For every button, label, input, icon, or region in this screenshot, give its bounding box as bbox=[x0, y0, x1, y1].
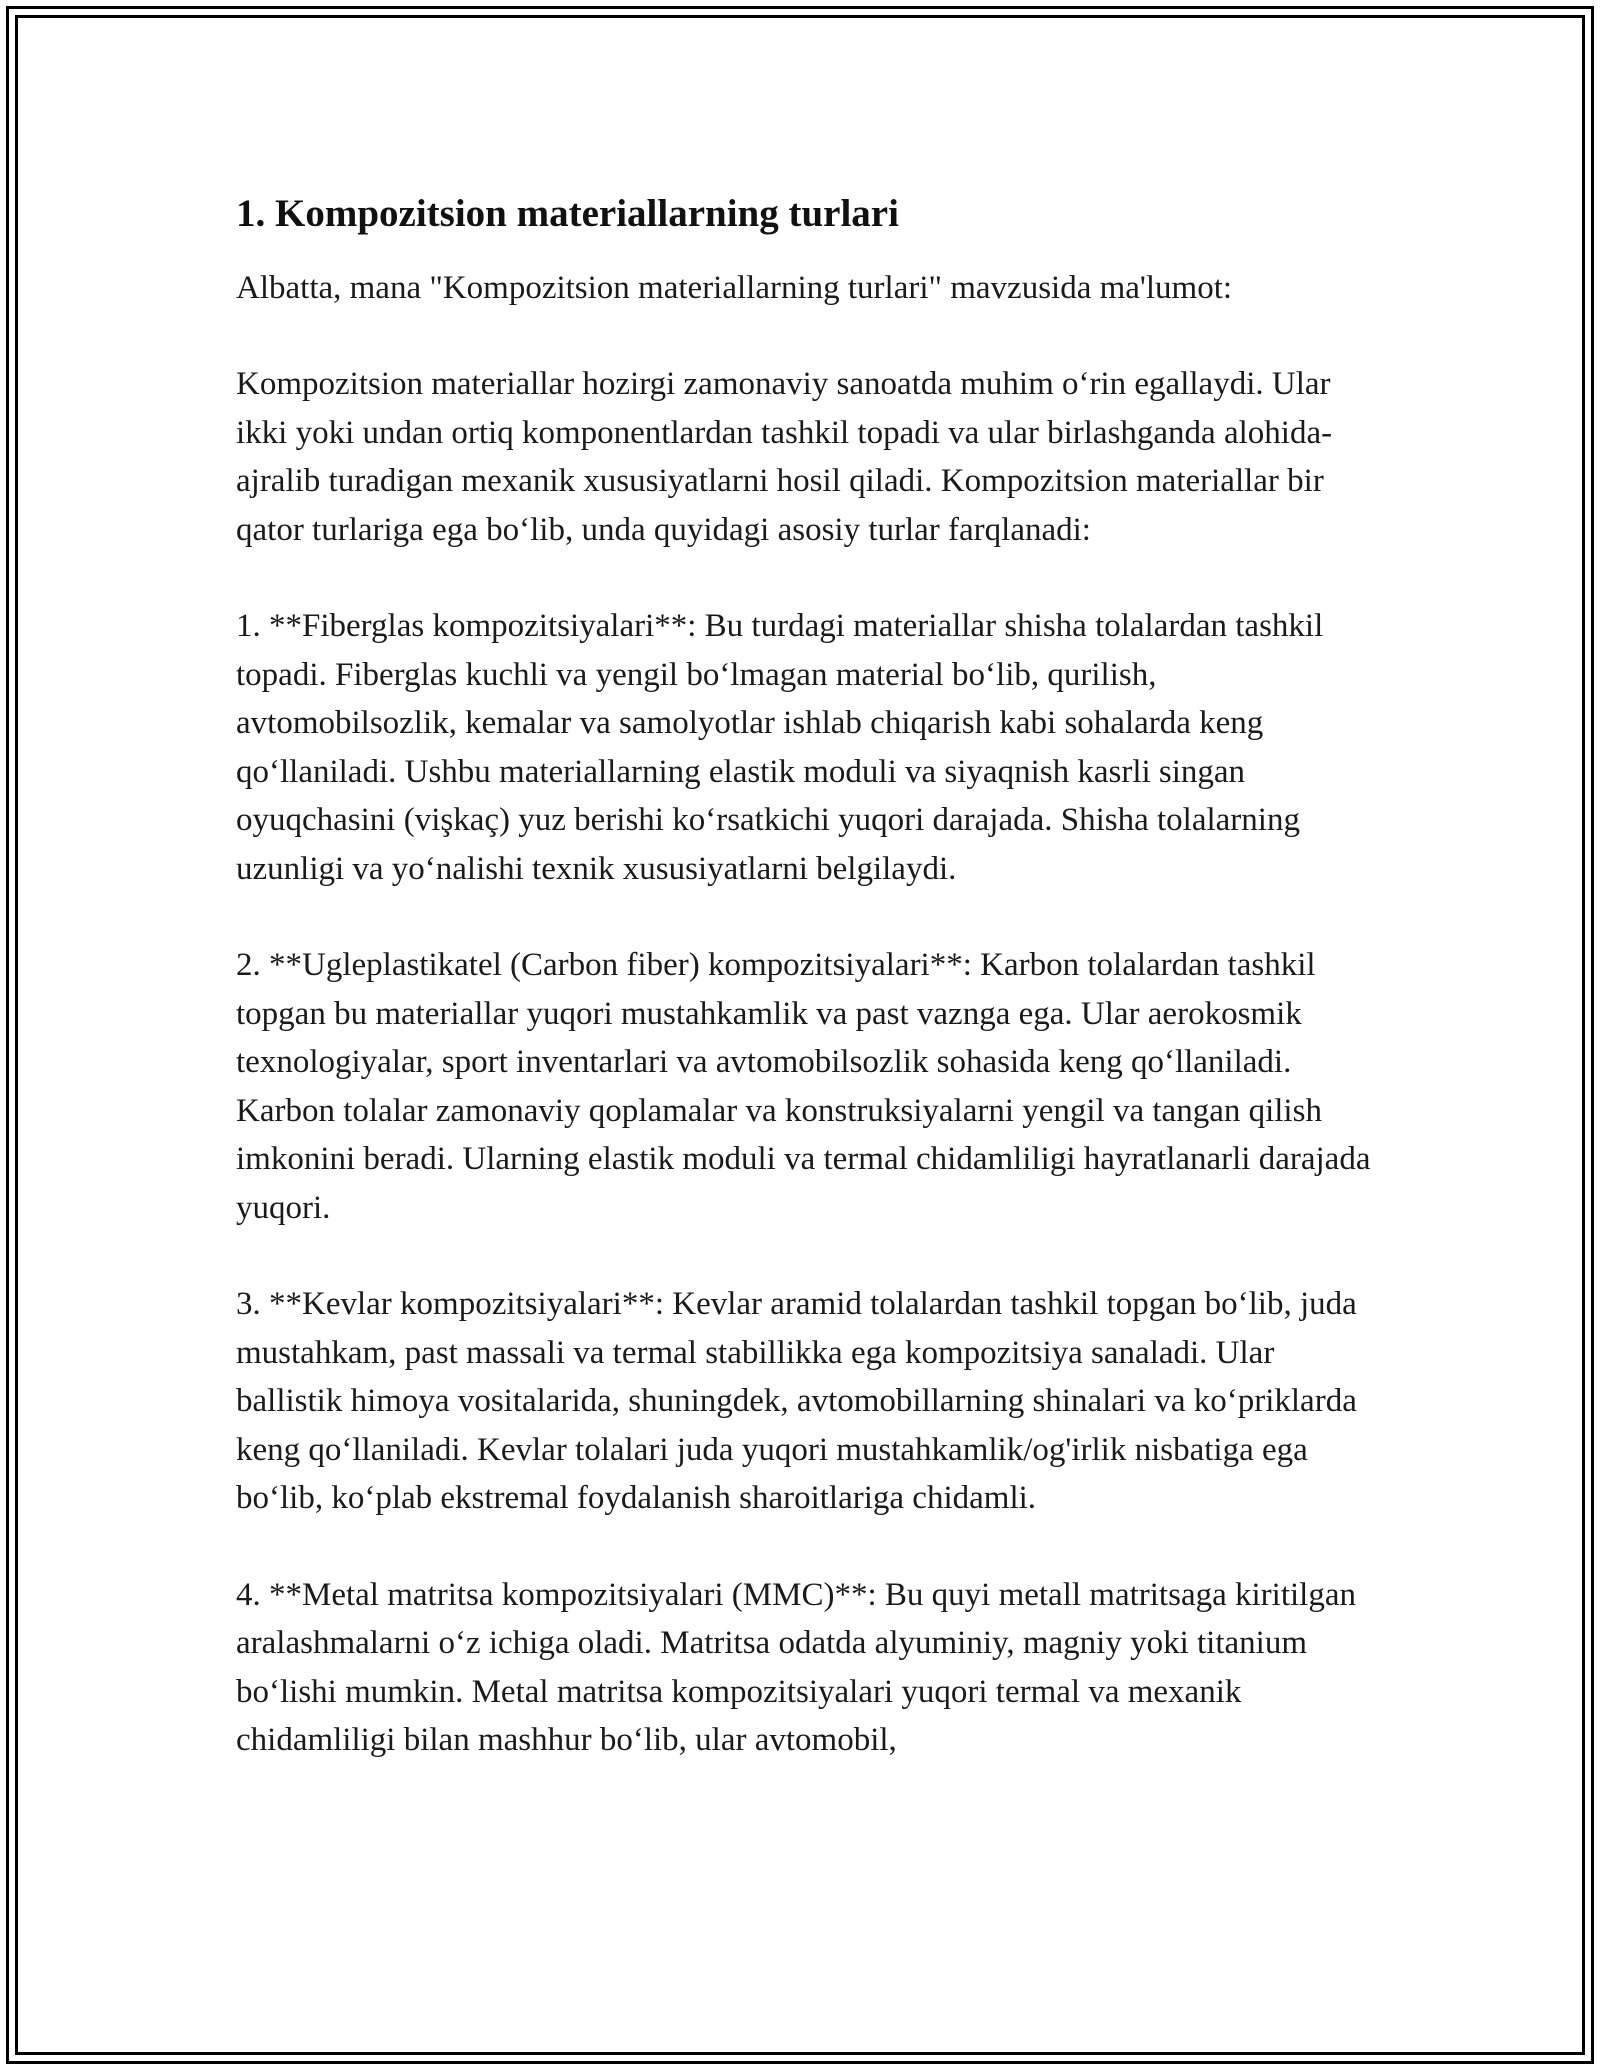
document-body bbox=[236, 190, 1376, 1765]
paragraph-carbon-fiber: 2. **Ugleplastikatel (Carbon fiber) kompozitsiyalari**: Karbon tolalardan tashkil topgan bu materiallar yuqori mustahkamlik va past vaznga ega. Ular aerokosmik texnologiyalar, sport inventarlari va avtomobilsozlik sohasida keng qo‘llaniladi. Karbon tolalar zamonaviy qoplamalar va konstruksiyalarni yengil va tangan qilish imkonini beradi. Ularning elastik moduli va termal chidamliligi hayratlanarli darajada yuqori. bbox=[236, 947, 1371, 1226]
document-title: 1. Kompozitsion materiallarning turlari bbox=[236, 192, 899, 235]
paragraph-metal-matrix: 4. **Metal matritsa kompozitsiyalari (MMC)**: Bu quyi metall matritsaga kiritilgan aralashmalarni o‘z ichiga oladi. Matritsa odatda alyuminiy, magniy yoki titanium bo‘lishi mumkin. Metal matritsa kompozitsiyalari yuqori termal va mexanik chidamliligi bilan mashhur bo‘lib, ular avtomobil, bbox=[236, 1576, 1356, 1758]
paragraph-overview: Kompozitsion materiallar hozirgi zamonaviy sanoatda muhim o‘rin egallaydi. Ular ikki yoki undan ortiq komponentlardan tashkil topadi va ular birlashganda alohida-ajralib turadigan mexanik xususiyatlarni hosil qiladi. Kompozitsion materiallar bir qator turlariga ega bo‘lib, unda quyidagi asosiy turlar farqlanadi: bbox=[236, 366, 1333, 548]
paragraph-kevlar: 3. **Kevlar kompozitsiyalari**: Kevlar aramid tolalardan tashkil topgan bo‘lib, juda mustahkam, past massali va termal stabillikka ega kompozitsiya sanaladi. Ular ballistik himoya vositalarida, shuningdek, avtomobillarning shinalari va ko‘priklarda keng qo‘llaniladi. Kevlar tolalari juda yuqori mustahkamlik/og'irlik nisbatiga ega bo‘lib, ko‘plab ekstremal foydalanish sharoitlariga chidamli. bbox=[236, 1286, 1357, 1516]
intro-paragraph: Albatta, mana "Kompozitsion materiallarning turlari" mavzusida ma'lumot: bbox=[236, 270, 1233, 306]
paragraph-fiberglass: 1. **Fiberglas kompozitsiyalari**: Bu turdagi materiallar shisha tolalardan tashkil topadi. Fiberglas kuchli va yengil bo‘lmagan material bo‘lib, qurilish, avtomobilsozlik, kemalar va samolyotlar ishlab chiqarish kabi sohalarda keng qo‘llaniladi. Ushbu materiallarning elastik moduli va siyaqnish kasrli singan oyuqchasini (vişkaç) yuz berishi ko‘rsatkichi yuqori darajada. Shisha tolalarning uzunligi va yo‘nalishi texnik xususiyatlarni belgilaydi. bbox=[236, 608, 1324, 887]
